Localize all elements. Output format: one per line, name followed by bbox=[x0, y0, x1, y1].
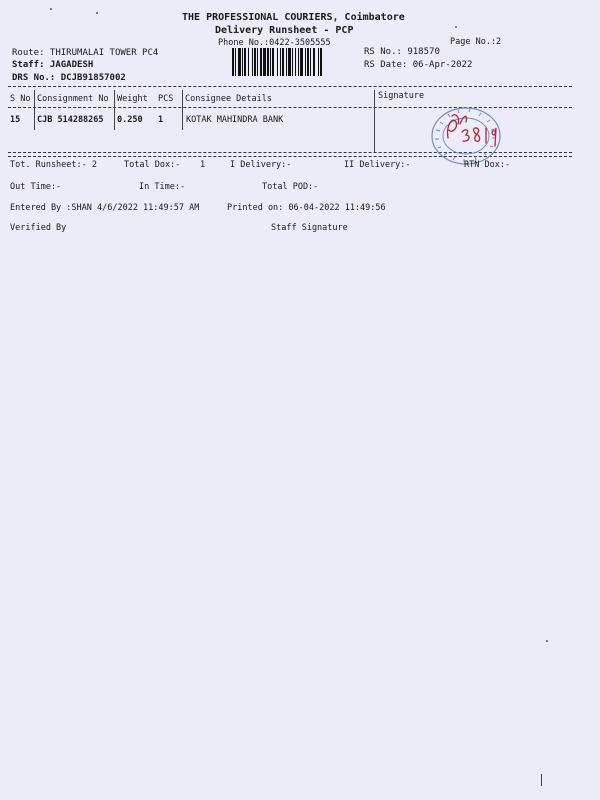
header-signature: Signature bbox=[378, 91, 425, 101]
rtn-dox: RTN Dox:- bbox=[464, 160, 511, 170]
barcode-bar bbox=[254, 48, 256, 76]
barcode-bar bbox=[313, 48, 315, 76]
header-weight: Weight bbox=[117, 94, 148, 104]
barcode-bar bbox=[272, 48, 274, 76]
barcode-bar bbox=[307, 48, 309, 76]
table-top-rule bbox=[8, 86, 572, 87]
row-consignment: CJB 514288265 bbox=[37, 115, 104, 125]
barcode-bar bbox=[263, 48, 266, 76]
phone-number: Phone No.:0422-3505555 bbox=[218, 38, 331, 48]
header-pcs: PCS bbox=[158, 94, 174, 104]
barcode-bar bbox=[260, 48, 262, 76]
page-number: Page No.:2 bbox=[450, 37, 502, 47]
barcode-bar bbox=[238, 48, 241, 76]
header-consignment: Consignment No bbox=[37, 94, 109, 104]
barcode-bar bbox=[318, 48, 319, 76]
header-sno: S No bbox=[10, 94, 31, 104]
barcode-bar bbox=[286, 48, 287, 76]
scan-mark bbox=[541, 774, 542, 786]
handwritten-signature bbox=[440, 108, 502, 152]
barcode-bar bbox=[280, 48, 281, 76]
verified-by: Verified By bbox=[10, 223, 67, 233]
total-dox-value: 1 bbox=[200, 160, 206, 170]
barcode-bar bbox=[295, 48, 296, 76]
barcode-bar bbox=[252, 48, 253, 76]
route-label: Route: THIRUMALAI TOWER PC4 bbox=[12, 48, 159, 58]
barcode-bar bbox=[282, 48, 284, 76]
out-time: Out Time:- bbox=[10, 182, 62, 192]
barcode-bar bbox=[320, 48, 322, 76]
rs-number: RS No.: 918570 bbox=[364, 47, 440, 57]
row-pcs: 1 bbox=[158, 115, 164, 125]
barcode-bar bbox=[248, 48, 249, 76]
barcode-bar bbox=[277, 48, 278, 76]
drs-number: DRS No.: DCJB91857002 bbox=[12, 73, 126, 83]
scan-speck bbox=[455, 26, 457, 28]
barcode-bar bbox=[270, 48, 271, 76]
barcode-bar bbox=[305, 48, 306, 76]
tot-runsheet: Tot. Runsheet:- 2 bbox=[10, 160, 97, 170]
i-delivery: I Delivery:- bbox=[230, 160, 292, 170]
col-divider bbox=[114, 90, 115, 130]
scan-speck bbox=[546, 640, 548, 642]
barcode-bar bbox=[298, 48, 299, 76]
col-divider bbox=[34, 90, 35, 130]
row-consignee: KOTAK MAHINDRA BANK bbox=[186, 115, 284, 125]
total-dox-label: Total Dox:- bbox=[124, 160, 181, 170]
entered-by: Entered By :SHAN 4/6/2022 11:49:57 AM bbox=[10, 203, 200, 213]
barcode-bar bbox=[235, 48, 236, 76]
total-pod: Total POD:- bbox=[262, 182, 319, 192]
barcode-bar bbox=[257, 48, 258, 76]
printed-on: Printed on: 06-04-2022 11:49:56 bbox=[227, 203, 386, 213]
runsheet-subtitle: Delivery Runsheet - PCP bbox=[215, 25, 354, 36]
row-sno: 15 bbox=[10, 115, 21, 125]
scan-speck bbox=[50, 8, 52, 10]
barcode-bar bbox=[232, 48, 234, 76]
barcode bbox=[232, 48, 358, 76]
staff-signature: Staff Signature bbox=[271, 223, 348, 233]
barcode-bar bbox=[300, 48, 303, 76]
company-name: THE PROFESSIONAL COURIERS, Coimbatore bbox=[182, 12, 405, 23]
barcode-bar bbox=[242, 48, 243, 76]
in-time: In Time:- bbox=[139, 182, 186, 192]
ii-delivery: II Delivery:- bbox=[344, 160, 411, 170]
barcode-bar bbox=[244, 48, 246, 76]
barcode-bar bbox=[267, 48, 269, 76]
barcode-bar bbox=[292, 48, 293, 76]
col-divider bbox=[374, 90, 375, 152]
barcode-bar bbox=[288, 48, 291, 76]
col-divider bbox=[182, 90, 183, 130]
rs-date: RS Date: 06-Apr-2022 bbox=[364, 60, 473, 70]
scan-speck bbox=[96, 12, 98, 14]
staff-label: Staff: JAGADESH bbox=[12, 60, 94, 70]
header-consignee: Consignee Details bbox=[185, 94, 272, 104]
barcode-bar bbox=[310, 48, 311, 76]
row-weight: 0.250 bbox=[117, 115, 143, 125]
